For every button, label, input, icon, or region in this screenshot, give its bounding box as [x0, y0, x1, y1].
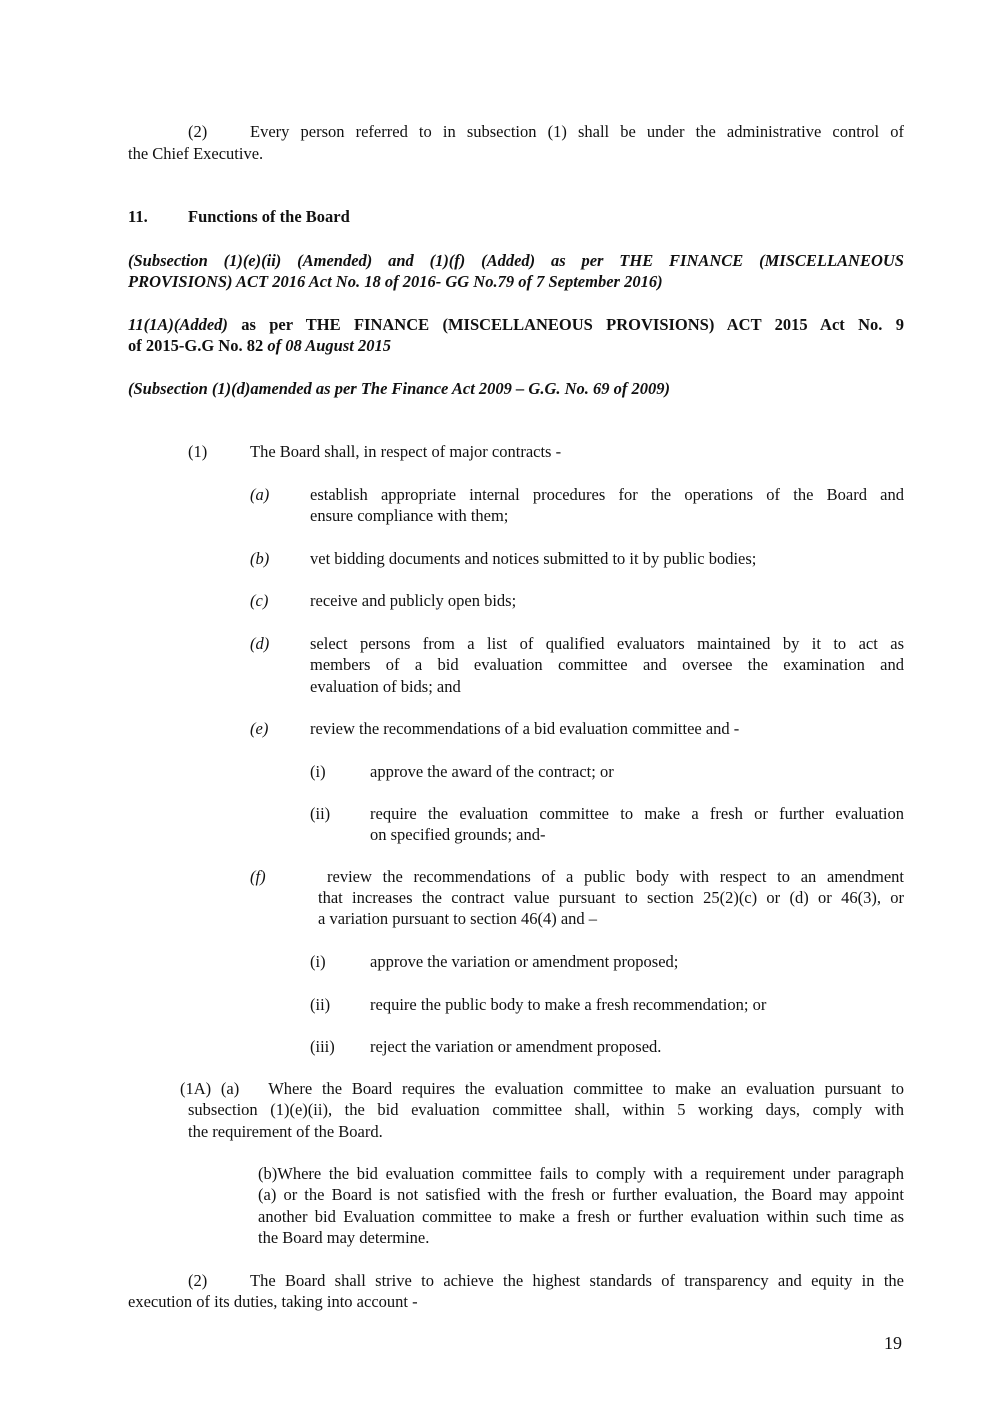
subsection-1a-a-line-2: subsection (1)(e)(ii), the bid evaluation committee shall, within 5 working days, comply with [188, 1100, 904, 1119]
item-b-label: (b) [250, 549, 270, 568]
item-e-i-label: (i) [310, 762, 326, 781]
subsection-1a-a-line-1: (1A) (a) Where the Board requires the evaluation committee to make an evaluation pursuant to [180, 1079, 904, 1098]
item-d-rest: evaluation of bids; and [310, 677, 461, 696]
item-f-line-2: that increases the contract value pursuant to section 25(2)(c) or (d) or 46(3), or [318, 888, 904, 907]
item-a-line-1: establish appropriate internal procedures for the operations of the Board and [310, 485, 904, 504]
intro-text-rest: the Chief Executive. [128, 144, 264, 163]
intro-text-first: Every person referred to in subsection (1) shall be under the administrative control of [250, 122, 904, 141]
item-e-ii-label: (ii) [310, 804, 331, 823]
section-title: Functions of the Board [188, 207, 350, 226]
subsection-2-number: (2) [188, 1271, 208, 1290]
item-e-label: (e) [250, 719, 269, 738]
item-a-label: (a) [250, 485, 270, 504]
item-e-ii-line-1: require the evaluation committee to make a fresh or further evaluation [370, 804, 904, 823]
subsection-1a-b-rest: the Board may determine. [258, 1228, 430, 1247]
item-c-text: receive and publicly open bids; [310, 591, 517, 610]
note-1-line-2: PROVISIONS) ACT 2016 Act No. 18 of 2016- GG No.79 of 7 September 2016) [128, 272, 663, 291]
subsection-2-text-rest: execution of its duties, taking into account - [128, 1292, 418, 1311]
note-2-line-1 [128, 314, 904, 335]
item-f-ii-label: (ii) [310, 995, 331, 1014]
item-f-ii-text: require the public body to make a fresh recommendation; or [370, 995, 767, 1014]
subsection-1a-b-line-2: (a) or the Board is not satisfied with the fresh or further evaluation, the Board may appoint [258, 1185, 904, 1204]
item-f-iii-text: reject the variation or amendment proposed. [370, 1037, 662, 1056]
item-e-ii-rest: on specified grounds; and- [370, 825, 546, 844]
subsection-1-number: (1) [188, 442, 208, 461]
subsection-1a-b-line-1: (b)Where the bid evaluation committee fails to comply with a requirement under paragraph [258, 1164, 904, 1183]
item-c-label: (c) [250, 591, 269, 610]
note-2-italic: 11(1A)(Added) [128, 315, 228, 334]
item-a-rest: ensure compliance with them; [310, 506, 509, 525]
item-e-i-text: approve the award of the contract; or [370, 762, 614, 781]
note-2-bold: as per THE FINANCE (MISCELLANEOUS PROVISIONS) ACT 2015 Act No. 9 [227, 315, 904, 334]
item-b-text: vet bidding documents and notices submitted to it by public bodies; [310, 549, 757, 568]
section-number: 11. [128, 207, 148, 226]
subsection-1-text: The Board shall, in respect of major contracts - [250, 442, 562, 461]
note-2-line-2-italic: of 08 August 2015 [267, 336, 391, 355]
item-f-label: (f) [250, 867, 266, 886]
note-2-line-2-bold: of 2015-G.G No. 82 [128, 336, 268, 355]
item-f-iii-label: (iii) [310, 1037, 335, 1056]
item-d-label: (d) [250, 634, 270, 653]
item-f-i-text: approve the variation or amendment proposed; [370, 952, 679, 971]
note-2-line-2 [128, 335, 391, 356]
item-f-i-label: (i) [310, 952, 326, 971]
subsection-2-text-first: The Board shall strive to achieve the highest standards of transparency and equity in the [250, 1271, 904, 1290]
item-d-line-1: select persons from a list of qualified evaluators maintained by it to act as [310, 634, 904, 653]
subsection-1a-b-line-3: another bid Evaluation committee to make a fresh or further evaluation within such time as [258, 1207, 904, 1226]
note-1-line-1: (Subsection (1)(e)(ii) (Amended) and (1)(f) (Added) as per THE FINANCE (MISCELLANEOUS [128, 251, 904, 270]
item-f-rest: a variation pursuant to section 46(4) and – [318, 909, 598, 928]
page-number: 19 [884, 1333, 902, 1353]
item-f-line-1: review the recommendations of a public body with respect to an amendment [327, 867, 904, 886]
subsection-1a-a-rest: the requirement of the Board. [188, 1122, 383, 1141]
item-d-line-2: members of a bid evaluation committee and oversee the examination and [310, 655, 904, 674]
intro-number: (2) [188, 122, 208, 141]
item-e-text: review the recommendations of a bid evaluation committee and - [310, 719, 740, 738]
note-3: (Subsection (1)(d)amended as per The Finance Act 2009 – G.G. No. 69 of 2009) [128, 379, 671, 398]
